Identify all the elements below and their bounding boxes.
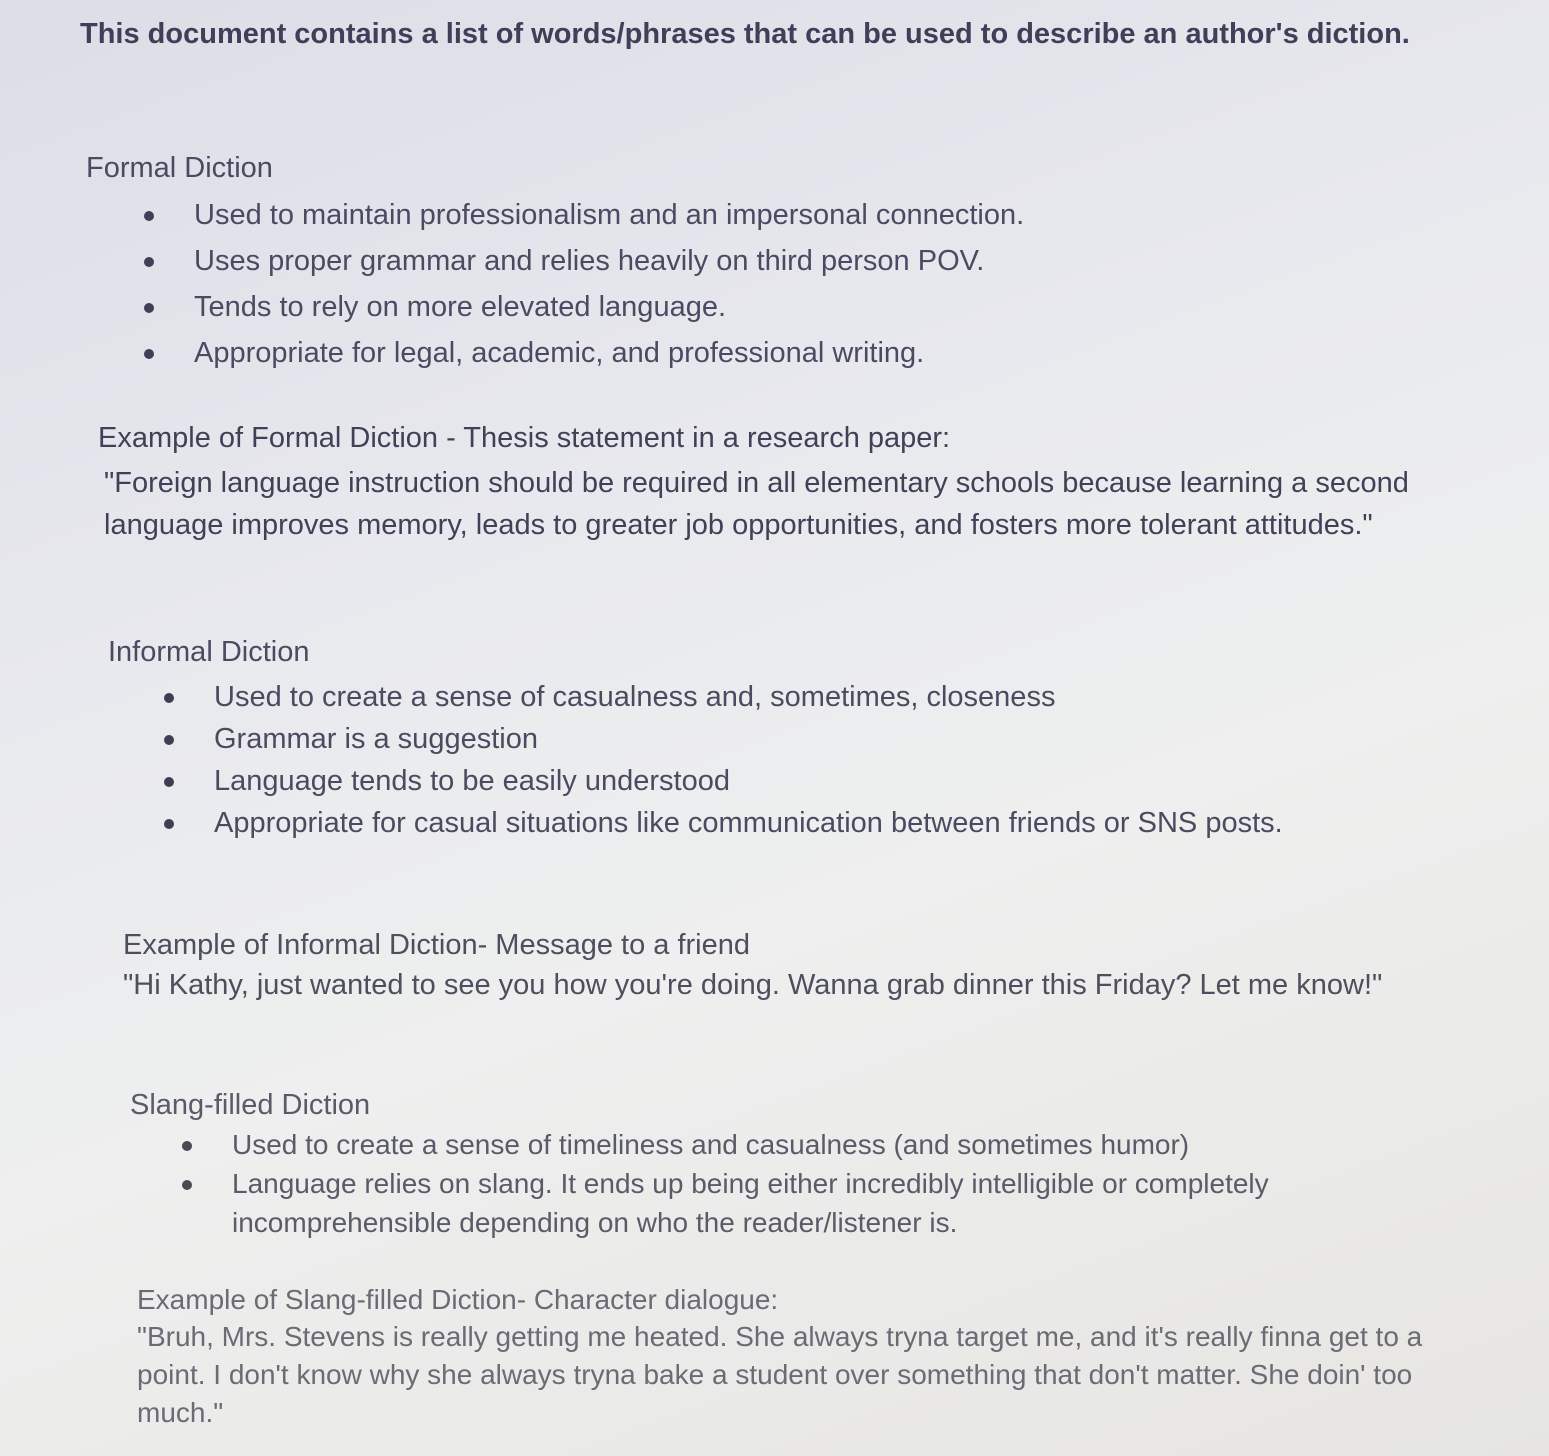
informal-example-text: "Hi Kathy, just wanted to see you how you're doing. Wanna grab dinner this Friday? Let me know!": [123, 969, 1383, 1001]
formal-example-text: "Foreign language instruction should be required in all elementary schools because learning a second language improves memory, leads to greater job opportunities, and fosters more tolerant attitudes.": [104, 467, 1409, 541]
list-item: [214, 802, 1283, 844]
list-item-text: Grammar is a suggestion: [214, 723, 538, 755]
list-item: [214, 676, 1283, 718]
list-item: [232, 1164, 1412, 1242]
bullet-icon: [164, 693, 174, 703]
list-item-text: Appropriate for casual situations like communication between friends or SNS posts.: [214, 807, 1283, 839]
informal-diction-list: [214, 676, 1283, 844]
bullet-icon: [164, 819, 174, 829]
formal-diction-section: [86, 148, 1024, 376]
formal-diction-heading: Formal Diction: [86, 152, 273, 184]
bullet-icon: [164, 735, 174, 745]
list-item-text: Used to create a sense of timeliness and casualness (and sometimes humor): [232, 1129, 1190, 1160]
formal-diction-list: [194, 192, 1024, 376]
list-item: [194, 192, 1024, 238]
list-item-text: Uses proper grammar and relies heavily on third person POV.: [194, 245, 985, 277]
bullet-icon: [144, 303, 154, 313]
slang-diction-list: [232, 1125, 1412, 1242]
bullet-icon: [182, 1180, 192, 1190]
list-item-text: Language tends to be easily understood: [214, 765, 730, 797]
list-item-text: Language relies on slang. It ends up being either incredibly intelligible or completely incomprehensible depending on who the reader/listener is.: [232, 1168, 1269, 1238]
formal-example-section: [98, 418, 1478, 546]
list-item: [214, 718, 1283, 760]
list-item: [214, 760, 1283, 802]
list-item-text: Tends to rely on more elevated language.: [194, 291, 727, 323]
bullet-icon: [144, 257, 154, 267]
list-item-text: Used to create a sense of casualness and, sometimes, closeness: [214, 681, 1056, 713]
list-item: [232, 1125, 1412, 1164]
bullet-icon: [144, 211, 154, 221]
list-item-text: Used to maintain professionalism and an impersonal connection.: [194, 199, 1025, 231]
bullet-icon: [182, 1141, 192, 1151]
slang-example-text: "Bruh, Mrs. Stevens is really getting me heated. She always tryna target me, and it's really finna get to a point. I don't know why she always tryna bake a student over something that don't matter. She doin' too much.": [137, 1321, 1423, 1428]
formal-example-title: Example of Formal Diction - Thesis statement in a research paper:: [98, 422, 951, 454]
list-item: [194, 284, 1024, 330]
informal-diction-section: [108, 632, 1283, 844]
slang-diction-section: [130, 1085, 1412, 1242]
slang-example-section: [137, 1282, 1437, 1432]
informal-example-title: Example of Informal Diction- Message to a friend: [123, 929, 750, 961]
informal-diction-heading: Informal Diction: [108, 636, 310, 668]
bullet-icon: [164, 777, 174, 787]
list-item: [194, 238, 1024, 284]
list-item-text: Appropriate for legal, academic, and professional writing.: [194, 337, 925, 369]
bullet-icon: [144, 349, 154, 359]
informal-example-section: [123, 925, 1423, 1005]
slang-example-title: Example of Slang-filled Diction- Character dialogue:: [137, 1284, 779, 1315]
intro-text: This document contains a list of words/phrases that can be used to describe an author's diction.: [80, 18, 1410, 50]
list-item: [194, 330, 1024, 376]
slang-diction-heading: Slang-filled Diction: [130, 1089, 371, 1121]
